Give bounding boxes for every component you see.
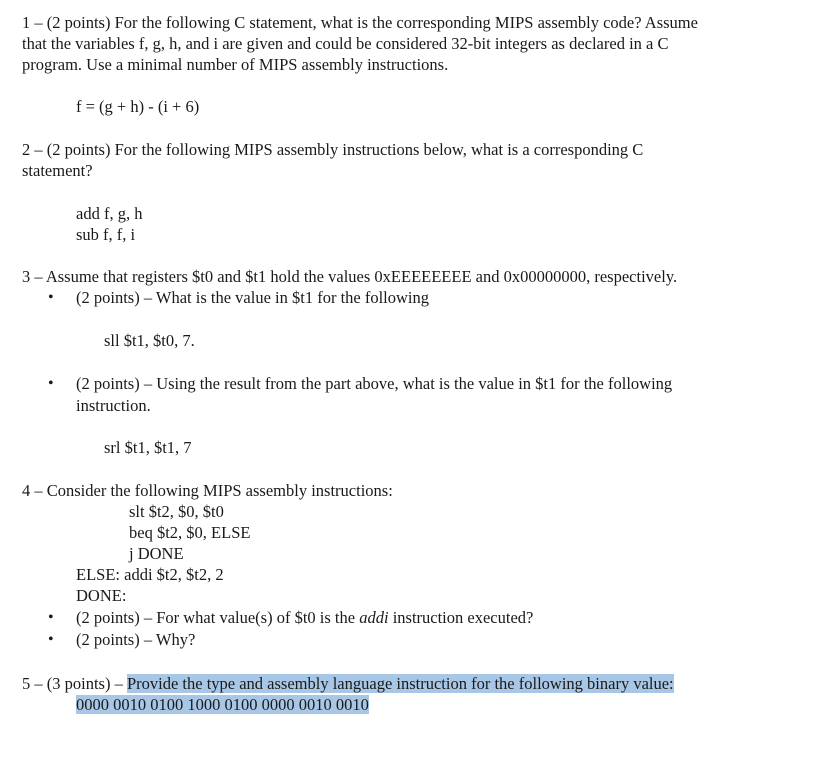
q3-part-b-line-1: (2 points) – Using the result from the part above, what is the value in $t1 for the following — [76, 374, 673, 393]
q5-line-1[interactable] — [22, 673, 674, 694]
q1-line-1: 1 – (2 points) For the following C statement, what is the corresponding MIPS assembly code? Assume — [22, 13, 698, 32]
q2-line-1: 2 – (2 points) For the following MIPS assembly instructions below, what is a corresponding C — [22, 140, 644, 159]
q2-code-2: sub f, f, i — [76, 225, 136, 244]
bullet-icon: • — [48, 289, 54, 306]
q4-part-a-emphasis: addi — [359, 608, 389, 627]
q3-part-a: (2 points) – What is the value in $t1 for the following — [76, 288, 430, 307]
bullet-icon: • — [48, 631, 54, 648]
text-selection-highlight[interactable]: Provide the type and assembly language instruction for the following binary value: — [126, 674, 674, 693]
q4-code-3: j DONE — [129, 544, 184, 563]
bullet-icon: • — [48, 375, 54, 392]
q4-intro: 4 – Consider the following MIPS assembly instructions: — [22, 481, 393, 500]
q4-part-b: (2 points) – Why? — [76, 630, 196, 649]
q4-code-5: DONE: — [76, 586, 127, 605]
q5-binary[interactable] — [76, 694, 369, 715]
q3-intro: 3 – Assume that registers $t0 and $t1 hold the values 0xEEEEEEEE and 0x00000000, respectively. — [22, 267, 678, 286]
q1-line-3: program. Use a minimal number of MIPS assembly instructions. — [22, 55, 449, 74]
q5-prefix: 5 – (3 points) – — [22, 674, 127, 693]
q2-code-1: add f, g, h — [76, 204, 143, 223]
q2-line-2: statement? — [22, 161, 93, 180]
q3-part-b-code: srl $t1, $t1, 7 — [104, 438, 192, 457]
q4-part-a-pre: (2 points) – For what value(s) of $t0 is the — [76, 608, 360, 627]
q1-line-2: that the variables f, g, h, and i are given and could be considered 32-bit integers as declared in a C — [22, 34, 669, 53]
q3-part-b-line-2: instruction. — [76, 396, 151, 415]
q4-code-2: beq $t2, $0, ELSE — [129, 523, 251, 542]
q3-part-a-code: sll $t1, $t0, 7. — [104, 331, 195, 350]
q4-part-a-post: instruction executed? — [388, 608, 534, 627]
q4-code-4: ELSE: addi $t2, $t2, 2 — [76, 565, 224, 584]
q4-code-1: slt $t2, $0, $t0 — [129, 502, 224, 521]
q1-expression: f = (g + h) - (i + 6) — [76, 97, 200, 116]
text-selection-highlight-binary[interactable]: 0000 0010 0100 1000 0100 0000 0010 0010 — [76, 695, 369, 714]
bullet-icon: • — [48, 609, 54, 626]
q4-part-a — [76, 607, 533, 628]
